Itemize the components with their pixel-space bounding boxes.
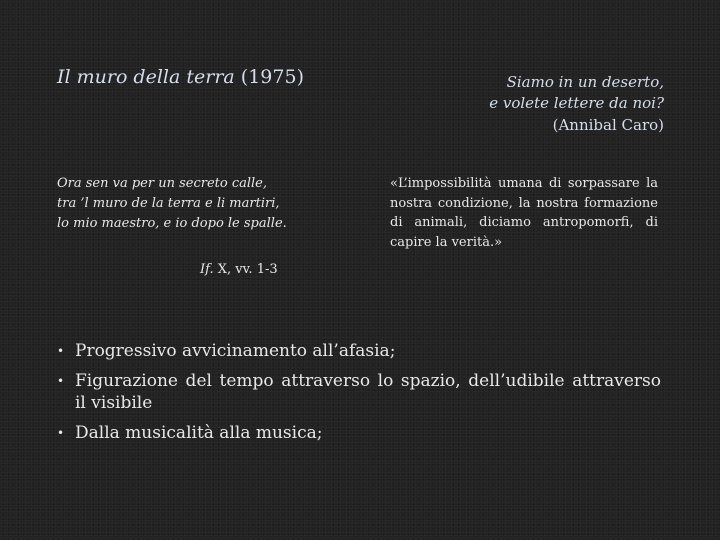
bullet-text: Progressivo avvicinamento all’afasia; [75, 341, 396, 361]
epigraph-line: e volete lettere da noi? [489, 94, 664, 112]
bullet-dot-icon: • [57, 374, 65, 388]
verse-line: Ora sen va per un secreto calle, [57, 176, 267, 191]
title-year: (1975) [240, 66, 304, 88]
bullet-text: Dalla musicalità alla musica; [75, 423, 323, 443]
reference-verses: X, vv. 1-3 [217, 262, 278, 277]
quote-block: «L’impossibilità umana di sorpassare la nostra condizione, la nostra formazione di animali, diciamo antropomorfi, di capire la verità.» [390, 176, 658, 250]
epigraph-author: (Annibal Caro) [552, 116, 664, 134]
bullet-dot-icon: • [57, 426, 65, 440]
verse-line: tra ’l muro de la terra e li martiri, [57, 196, 280, 211]
slide-title [57, 66, 304, 88]
bullet-text: Figurazione del tempo attraverso lo spazio, dell’udibile attraverso il visibile [75, 371, 661, 413]
reference-work: If. [200, 262, 214, 277]
epigraph-line: Siamo in un deserto, [506, 73, 664, 91]
epigraph [424, 72, 664, 136]
bullet-dot-icon: • [57, 344, 65, 358]
dante-verses [57, 174, 327, 234]
bullet-item [57, 370, 661, 414]
title-work-name: Il muro della terra [57, 66, 235, 88]
bullet-list [57, 340, 661, 452]
bullet-item [57, 340, 661, 362]
verse-reference [200, 262, 278, 277]
verse-line: lo mio maestro, e io dopo le spalle. [57, 216, 287, 231]
bullet-item [57, 422, 661, 444]
